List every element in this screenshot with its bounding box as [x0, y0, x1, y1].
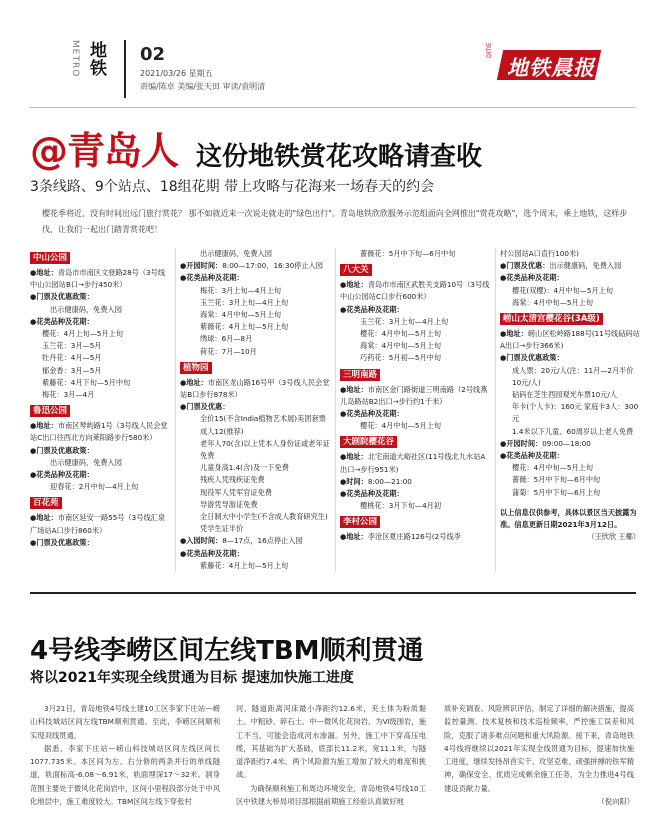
- field-label: ●花类品种及花期：: [500, 451, 564, 461]
- spot-time: [340, 476, 490, 488]
- flower-item: 樱花：4月中旬—5月上旬: [360, 421, 442, 431]
- column-divider: [495, 248, 496, 572]
- flower-item: 玉兰花：3月上旬—4月上旬: [360, 316, 449, 326]
- field-label: ●地址：: [340, 532, 368, 542]
- field-label: ●花类品种及花期：: [340, 409, 404, 419]
- flower-item: 梅花：3月—4月: [42, 390, 95, 400]
- spot-title: 百花苑: [30, 497, 62, 509]
- spot-title: 大剧院樱花谷: [340, 436, 397, 448]
- field-value: 青岛市市南区武胜关支路10号（3号线中山公园站C口步行600米）: [340, 280, 490, 302]
- field-label: ●入园时间：: [180, 536, 223, 546]
- field-label: ●地址：: [500, 329, 528, 339]
- spot-title: 植物园: [180, 362, 212, 374]
- flower-item: 巧药花：5月初—5月中旬: [360, 353, 442, 363]
- flower-item: 蔷薇：5月中下旬—6月中旬: [512, 475, 601, 485]
- field-label: ●地址：: [30, 421, 58, 431]
- field-label: ●花类品种及花期：: [30, 470, 94, 480]
- column-divider: [175, 248, 176, 572]
- section-name: 地铁: [90, 41, 107, 79]
- field-label: ●门票及优惠政策：: [30, 445, 94, 455]
- flower-item: 郁金香：3月—5月: [42, 365, 102, 375]
- flower-item: 樱花：4月中旬—5月上旬: [512, 463, 594, 473]
- flower-item: 蒲菊：5月中下旬—6月上旬: [512, 487, 601, 497]
- field-value: 青岛市市南区文登路28号（3号线中山公园站B口→步行450米）: [30, 268, 166, 290]
- flower-item: 海棠：4月中旬—5月上旬: [360, 341, 442, 351]
- spot-title: 中山公园: [30, 252, 70, 264]
- ticket-item: 老年人70(含)以上凭本人身份证或老年证免费: [200, 438, 330, 461]
- column-4: [500, 248, 640, 543]
- flower-item: 荷花：7月—10月: [200, 346, 257, 356]
- ticket-item: 1.4米以下儿童、60周岁以上老人免费: [512, 426, 634, 436]
- field-label: ●时间：: [340, 476, 368, 486]
- spot-address: [340, 384, 490, 408]
- field-value: 市南区延安一路55号（3号线汇泉广场站A口步行860米）: [30, 513, 166, 535]
- ticket-item: 成人票：20元/人(注：11月—2月半价10元/人): [512, 365, 634, 387]
- flower-item: 樱花：4月上旬—5月上旬: [42, 329, 124, 339]
- field-label: ●门票及优惠政策：: [30, 292, 94, 302]
- page-number: 02: [140, 44, 166, 65]
- flower-item: 樱桃花：3月下旬—4月初: [360, 501, 442, 511]
- field-label: ●花类品种及花期：: [340, 489, 404, 499]
- flower-item: 蔷薇花：5月中下旬—6月中旬: [360, 249, 456, 258]
- spot-title: 三明南路: [340, 369, 380, 381]
- headline-main: 这份地铁赏花攻略请查收: [196, 142, 483, 172]
- flower-item: 梅花：3月上旬—4月上旬: [200, 285, 282, 295]
- issue-date: 2021/03/26 星期五: [140, 69, 213, 78]
- brand-logo-en: DITIE: [486, 42, 493, 58]
- field-label: ●花类品种及花期：: [30, 316, 94, 326]
- ticket-item: 全日制大中小学生(不含成人教育研究生)凭学生证半价: [200, 512, 328, 534]
- paragraph: 质补充调查、风险辨识评估，制定了详细的解决措施，提高监控量测、技术复核和技术巡检频率，严控施工误差和风险，克服了诸多难点问题和重大风险源。接下来，青岛地铁4号线将继续以2021年实现全线贯通为目标，提速加快施工进度，继续发扬昂首实干、攻坚克难、顽强拼搏的铁军精神，确保安全、优质完成剩余施工任务，为全力推进4号线建设贡献力量。: [444, 704, 634, 793]
- article-2-column-3: [444, 702, 634, 808]
- field-label: ●地址：: [30, 268, 58, 277]
- flower-item: 迎春花：2月中旬—4月上旬: [50, 482, 139, 492]
- field-value: 崂山区松岭路188号(11号线砧码站A出口→步行366米): [500, 329, 640, 351]
- column-3: [340, 248, 490, 544]
- masthead-rule: [30, 107, 636, 108]
- spot-title: 李村公园: [340, 516, 380, 528]
- field-value: 市南区金门路街道三明南路（2号线燕儿岛路站B2出口→步行约1千米）: [340, 384, 488, 406]
- spot-address: [30, 512, 170, 536]
- field-label: ●地址：: [340, 452, 368, 462]
- field-label: ●门票及优惠政策：: [30, 537, 94, 547]
- spot-address: [180, 377, 330, 401]
- field-value: 出示健康码，免费入园: [50, 304, 122, 314]
- field-label: ●门票及优惠政策：: [500, 353, 564, 363]
- author-credit: （王欣欣 王椰）: [587, 532, 640, 542]
- field-label: ●地址：: [340, 280, 368, 290]
- field-value: 出示健康码，免费入园: [549, 261, 622, 271]
- flower-item: 绣球：6月—8月: [200, 334, 253, 344]
- article-2-column-1: [30, 702, 220, 808]
- field-label: ●门票及优惠：: [500, 261, 550, 271]
- field-label: ●花类品种及花期：: [500, 273, 564, 283]
- field-label: ●花类品种及花期：: [340, 304, 404, 314]
- field-value: 村公园站A口直行100米): [500, 249, 579, 258]
- headline-2: 4号线李崂区间左线TBM顺利贯通: [30, 636, 424, 666]
- field-value: 8:00—17:00，16:30停止入园: [222, 261, 323, 271]
- paragraph: 3月21日，青岛地铁4号线土建10工区李家下庄站—崂山科技城站区间左线TBM顺利贯通。至此，李崂区间顺利实现双线贯通。: [30, 704, 220, 740]
- author-credit: （倪向阳）: [597, 797, 634, 807]
- column-divider: [335, 248, 336, 572]
- field-value: 出示健康码，免费入园: [50, 457, 122, 467]
- paragraph: 据悉，李家下庄站—崂山科技城站区间左线区间长1077.735米。本区间为左、右分修的两条并行的单线隧道，轨面标高-6.08～6.91米，轨面埋深17～32米。洞身范围主要处于微风化花岗岩中，区间小里程段部分处于中风化地层中，施工难度较大。TBM区间左线下穿张村: [30, 743, 220, 807]
- spot-open-time: [180, 260, 330, 272]
- spot-title: 崂山太清宫樱花谷(3A级): [500, 313, 603, 325]
- flower-item: 玉兰花：3月上旬—4月上旬: [200, 297, 289, 307]
- field-label: ●地址：: [30, 513, 58, 523]
- ticket-item: 现役军人凭军官证免费: [200, 487, 272, 497]
- flower-item: 樱花：4月中旬—5月上旬: [360, 329, 442, 339]
- flower-item: 牡丹花：4月—5月: [42, 353, 102, 363]
- spot-address: [30, 267, 170, 291]
- field-label: ●地址：: [340, 384, 368, 394]
- field-value: 8—17点，16点停止入园: [222, 536, 303, 546]
- paragraph: 河，隧道距离河床最小净距约12.6米，夹土体为粉质黏土、中粗砂、碎石土、中—微风化花岗岩，为Ⅵ级围岩，施工不当，可能会造成河水渗漏。另外，施工中下穿高压电缆，其基础为扩大基础，底部长11.2米，宽11.1米，与隧道净距约7.4米，两个风险源为施工增加了较大的难度和挑战。: [236, 704, 426, 780]
- info-note: 以上信息仅供参考，具体以景区当天披露为准。信息更新日期2021年3月12日。: [500, 507, 637, 530]
- spot-entry-time: [180, 535, 330, 547]
- spot-address: [340, 531, 490, 543]
- field-value: 李沧区夏庄路126号(2号线李: [367, 532, 461, 542]
- spot-address: [340, 451, 490, 475]
- flower-item: 紫薇花：4月上旬—5月上旬: [200, 322, 289, 332]
- field-value: 出示健康码，免费入园: [200, 249, 272, 258]
- article-2-column-2: [236, 702, 426, 808]
- field-label: ●开园时间：: [500, 438, 543, 448]
- flower-item: 玉兰花：3月—5月: [42, 341, 102, 351]
- ticket-item: 导游凭导游证免费: [200, 499, 258, 509]
- spot-address: [500, 328, 640, 352]
- flower-item: 紫藤花：4月下旬—5月中旬: [42, 377, 131, 387]
- paragraph: 为确保顺利施工和周边环境安全，青岛地铁4号线10工区中铁建大桥局项目部根据前期施工经验认真做好地: [236, 783, 426, 807]
- flower-item: 紫藤花：4月上旬—5月上旬: [200, 560, 289, 570]
- spot-ticket: [500, 260, 640, 272]
- brand-logo: 地铁晨报: [507, 56, 595, 80]
- spot-open-time: [500, 438, 640, 450]
- ticket-item: 残疾人凭残疾证免费: [200, 475, 265, 485]
- headline-subtitle: 3条线路、9个站点、18组花期 带上攻略与花海来一场春天的约会: [30, 179, 435, 195]
- field-label: ●门票及优惠：: [180, 402, 230, 412]
- section-en-label: METRO: [70, 40, 80, 78]
- field-value: 北宅南道大峪社区(11号线北九水站A出口→步行951米): [340, 452, 486, 474]
- field-value: 市南区龙山路16号甲（3号线人民会堂站B口步行878米）: [180, 377, 330, 400]
- ticket-item: 砧码在芝生西园观光车票10元/人: [512, 390, 618, 400]
- spot-title: 八大关: [340, 264, 372, 276]
- field-value: 09:00—18:00: [542, 438, 591, 448]
- field-label: ●花类品种及花期：: [180, 548, 244, 558]
- spot-address: [30, 420, 170, 444]
- headline-red: @青岛人: [30, 129, 179, 173]
- masthead-divider: [124, 40, 126, 98]
- flower-item: 海棠：4月中旬—5月上旬: [512, 297, 594, 307]
- field-value: 8:00—21:00: [367, 476, 412, 486]
- ticket-item: 全价15(不含India植物艺术展)美团套票成人12(推荐): [200, 414, 326, 436]
- article-intro: 樱花季将近，没有时间出远门旅行赏花？ 那不如就近来一次说走就走的"绿色出行"。青岛地铁欣欣服务示范组面向全网推出"赏花攻略"，选个周末，乘上地铁，这样步伐，让我们一起出门踏青赏花吧！: [42, 209, 628, 234]
- field-label: ●地址：: [180, 377, 208, 387]
- ticket-item: 儿童身高1.4(含)及一下免费: [200, 463, 289, 473]
- spot-title: 鲁迅公园: [30, 405, 70, 417]
- field-label: ●开园时间：: [180, 261, 223, 271]
- flower-item: 樱花(双樱)：4月中旬—5月上旬: [512, 285, 614, 295]
- field-label: ●花类品种及花期：: [180, 273, 244, 283]
- headline-2-subtitle: 将以2021年实现全线贯通为目标 提速加快施工进度: [30, 670, 354, 686]
- column-1: [30, 248, 170, 549]
- field-value: 市南区琴屿路1号（3号线人民会堂站C出口往西北方向莱阳路步行580米）: [30, 421, 168, 443]
- editor-credits: 责编/陈卓 美编/张天田 审读/袁明清: [140, 82, 266, 91]
- ticket-item: 年卡(个人卡)：160元 家庭卡3人：300元: [512, 402, 639, 424]
- section-divider: [30, 592, 636, 594]
- flower-item: 海棠：4月中旬—5月上旬: [200, 310, 282, 320]
- spot-address: [340, 279, 490, 303]
- column-2: [180, 248, 330, 572]
